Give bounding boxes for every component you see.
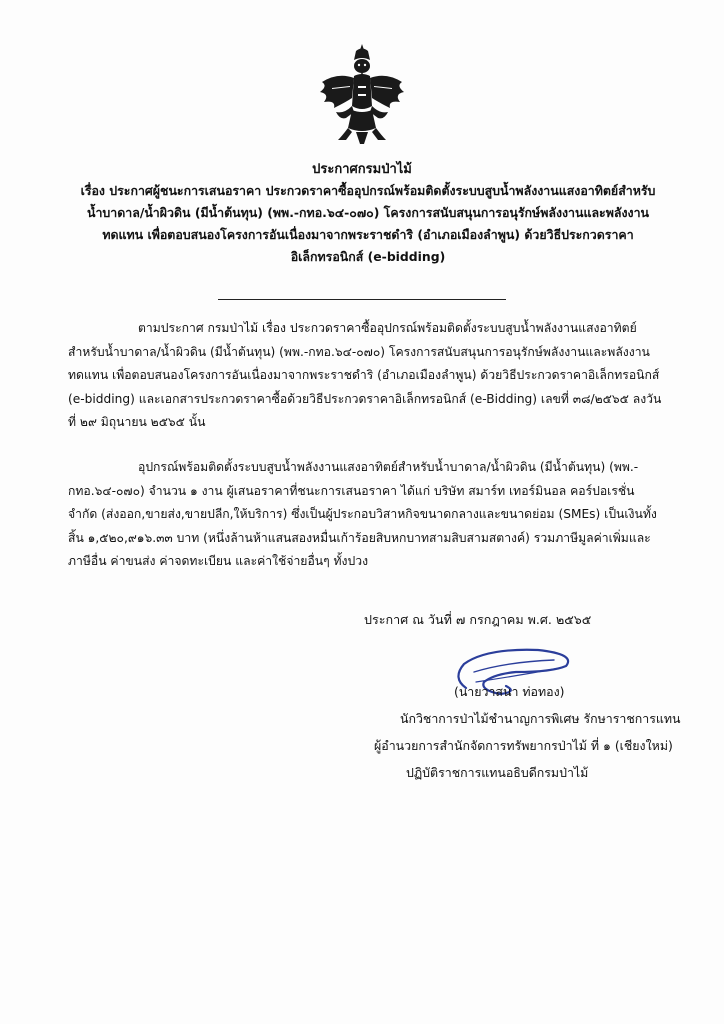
paragraph-line: กทอ.๖๔-๐๗๐) จำนวน ๑ งาน ผู้เสนอราคาที่ชนะการเสนอราคา ได้แก่ บริษัท สมาร์ท เทอร์มินอล คอร์ปอเรชั่น bbox=[68, 483, 635, 498]
paragraph-line: ภาษีอื่น ค่าขนส่ง ค่าจดทะเบียน และค่าใช้จ่ายอื่นๆ ทั้งปวง bbox=[68, 554, 369, 568]
paragraph-line: อุปกรณ์พร้อมติดตั้งระบบสูบน้ำพลังงานแสงอาทิตย์สำหรับน้ำบาดาล/น้ำผิวดิน (มีน้ำต้นทุน) (พพ.- bbox=[138, 460, 639, 474]
announcement-subject bbox=[68, 180, 668, 268]
paragraph-line: สิ้น ๑,๕๒๐,๙๑๖.๓๓ บาท (หนึ่งล้านห้าแสนสองหมื่นเก้าร้อยสิบหกบาทสามสิบสามสตางค์) รวมภาษีมูลค่าเพิ่มและ bbox=[68, 530, 651, 545]
paragraph-line: จำกัด (ส่งออก,ขายส่ง,ขายปลีก,ให้บริการ) ซึ่งเป็นผู้ประกอบวิสาหกิจขนาดกลางและขนาดย่อม (SMEs) เป็นเงินทั้ง bbox=[68, 507, 657, 521]
signer-position: ปฏิบัติราชการแทนอธิบดีกรมป่าไม้ bbox=[406, 765, 589, 780]
paragraph-reference bbox=[68, 317, 676, 435]
signer-name: (นายวาสนา ท่อทอง) bbox=[454, 684, 565, 699]
divider-line bbox=[218, 299, 506, 300]
subject-line: ทดแทน เพื่อตอบสนองโครงการอันเนื่องมาจากพระราชดำริ (อำเภอเมืองลำพูน) ด้วยวิธีประกวดราคา bbox=[102, 227, 634, 242]
agency-title: ประกาศกรมป่าไม้ bbox=[312, 162, 412, 177]
paragraph-line: ตามประกาศ กรมป่าไม้ เรื่อง ประกวดราคาซื้ออุปกรณ์พร้อมติดตั้งระบบสูบน้ำพลังงานแสงอาทิตย์ bbox=[138, 321, 637, 335]
signer-position: นักวิชาการป่าไม้ชำนาญการพิเศษ รักษาราชการแทน bbox=[400, 711, 681, 726]
subject-line: เรื่อง ประกาศผู้ชนะการเสนอราคา ประกวดราคาซื้ออุปกรณ์พร้อมติดตั้งระบบสูบน้ำพลังงานแสงอาทิตย์สำหรับ bbox=[80, 183, 656, 198]
subject-line: อิเล็กทรอนิกส์ (e-bidding) bbox=[290, 249, 446, 264]
paragraph-line: สำหรับน้ำบาดาล/น้ำผิวดิน (มีน้ำต้นทุน) (พพ.-กทอ.๖๔-๐๗๐) โครงการสนับสนุนการอนุรักษ์พลังงานและพลังงาน bbox=[68, 344, 650, 359]
paragraph-line: ที่ ๒๙ มิถุนายน ๒๕๖๕ นั้น bbox=[68, 415, 206, 429]
announcement-date: ประกาศ ณ วันที่ ๗ กรกฎาคม พ.ศ. ๒๕๖๕ bbox=[364, 612, 592, 627]
garuda-emblem-icon bbox=[316, 42, 408, 146]
paragraph-line: ทดแทน เพื่อตอบสนองโครงการอันเนื่องมาจากพระราชดำริ (อำเภอเมืองลำพูน) ด้วยวิธีประกวดราคาอิเล็กทรอนิกส์ bbox=[68, 368, 660, 382]
signer-position: ผู้อำนวยการสำนักจัดการทรัพยากรป่าไม้ ที่ ๑ (เชียงใหม่) bbox=[374, 738, 673, 753]
paragraph-winner bbox=[68, 456, 676, 574]
paragraph-line: (e-bidding) และเอกสารประกวดราคาซื้อด้วยวิธีประกวดราคาอิเล็กทรอนิกส์ (e-Bidding) เลขที่ ๓๘/๒๕๖๕ ลงวัน bbox=[68, 391, 662, 406]
signer-block bbox=[0, 678, 724, 786]
subject-line: น้ำบาดาล/น้ำผิวดิน (มีน้ำต้นทุน) (พพ.-กทอ.๖๔-๐๗๐) โครงการสนับสนุนการอนุรักษ์พลังงานและพลังงาน bbox=[86, 205, 650, 220]
